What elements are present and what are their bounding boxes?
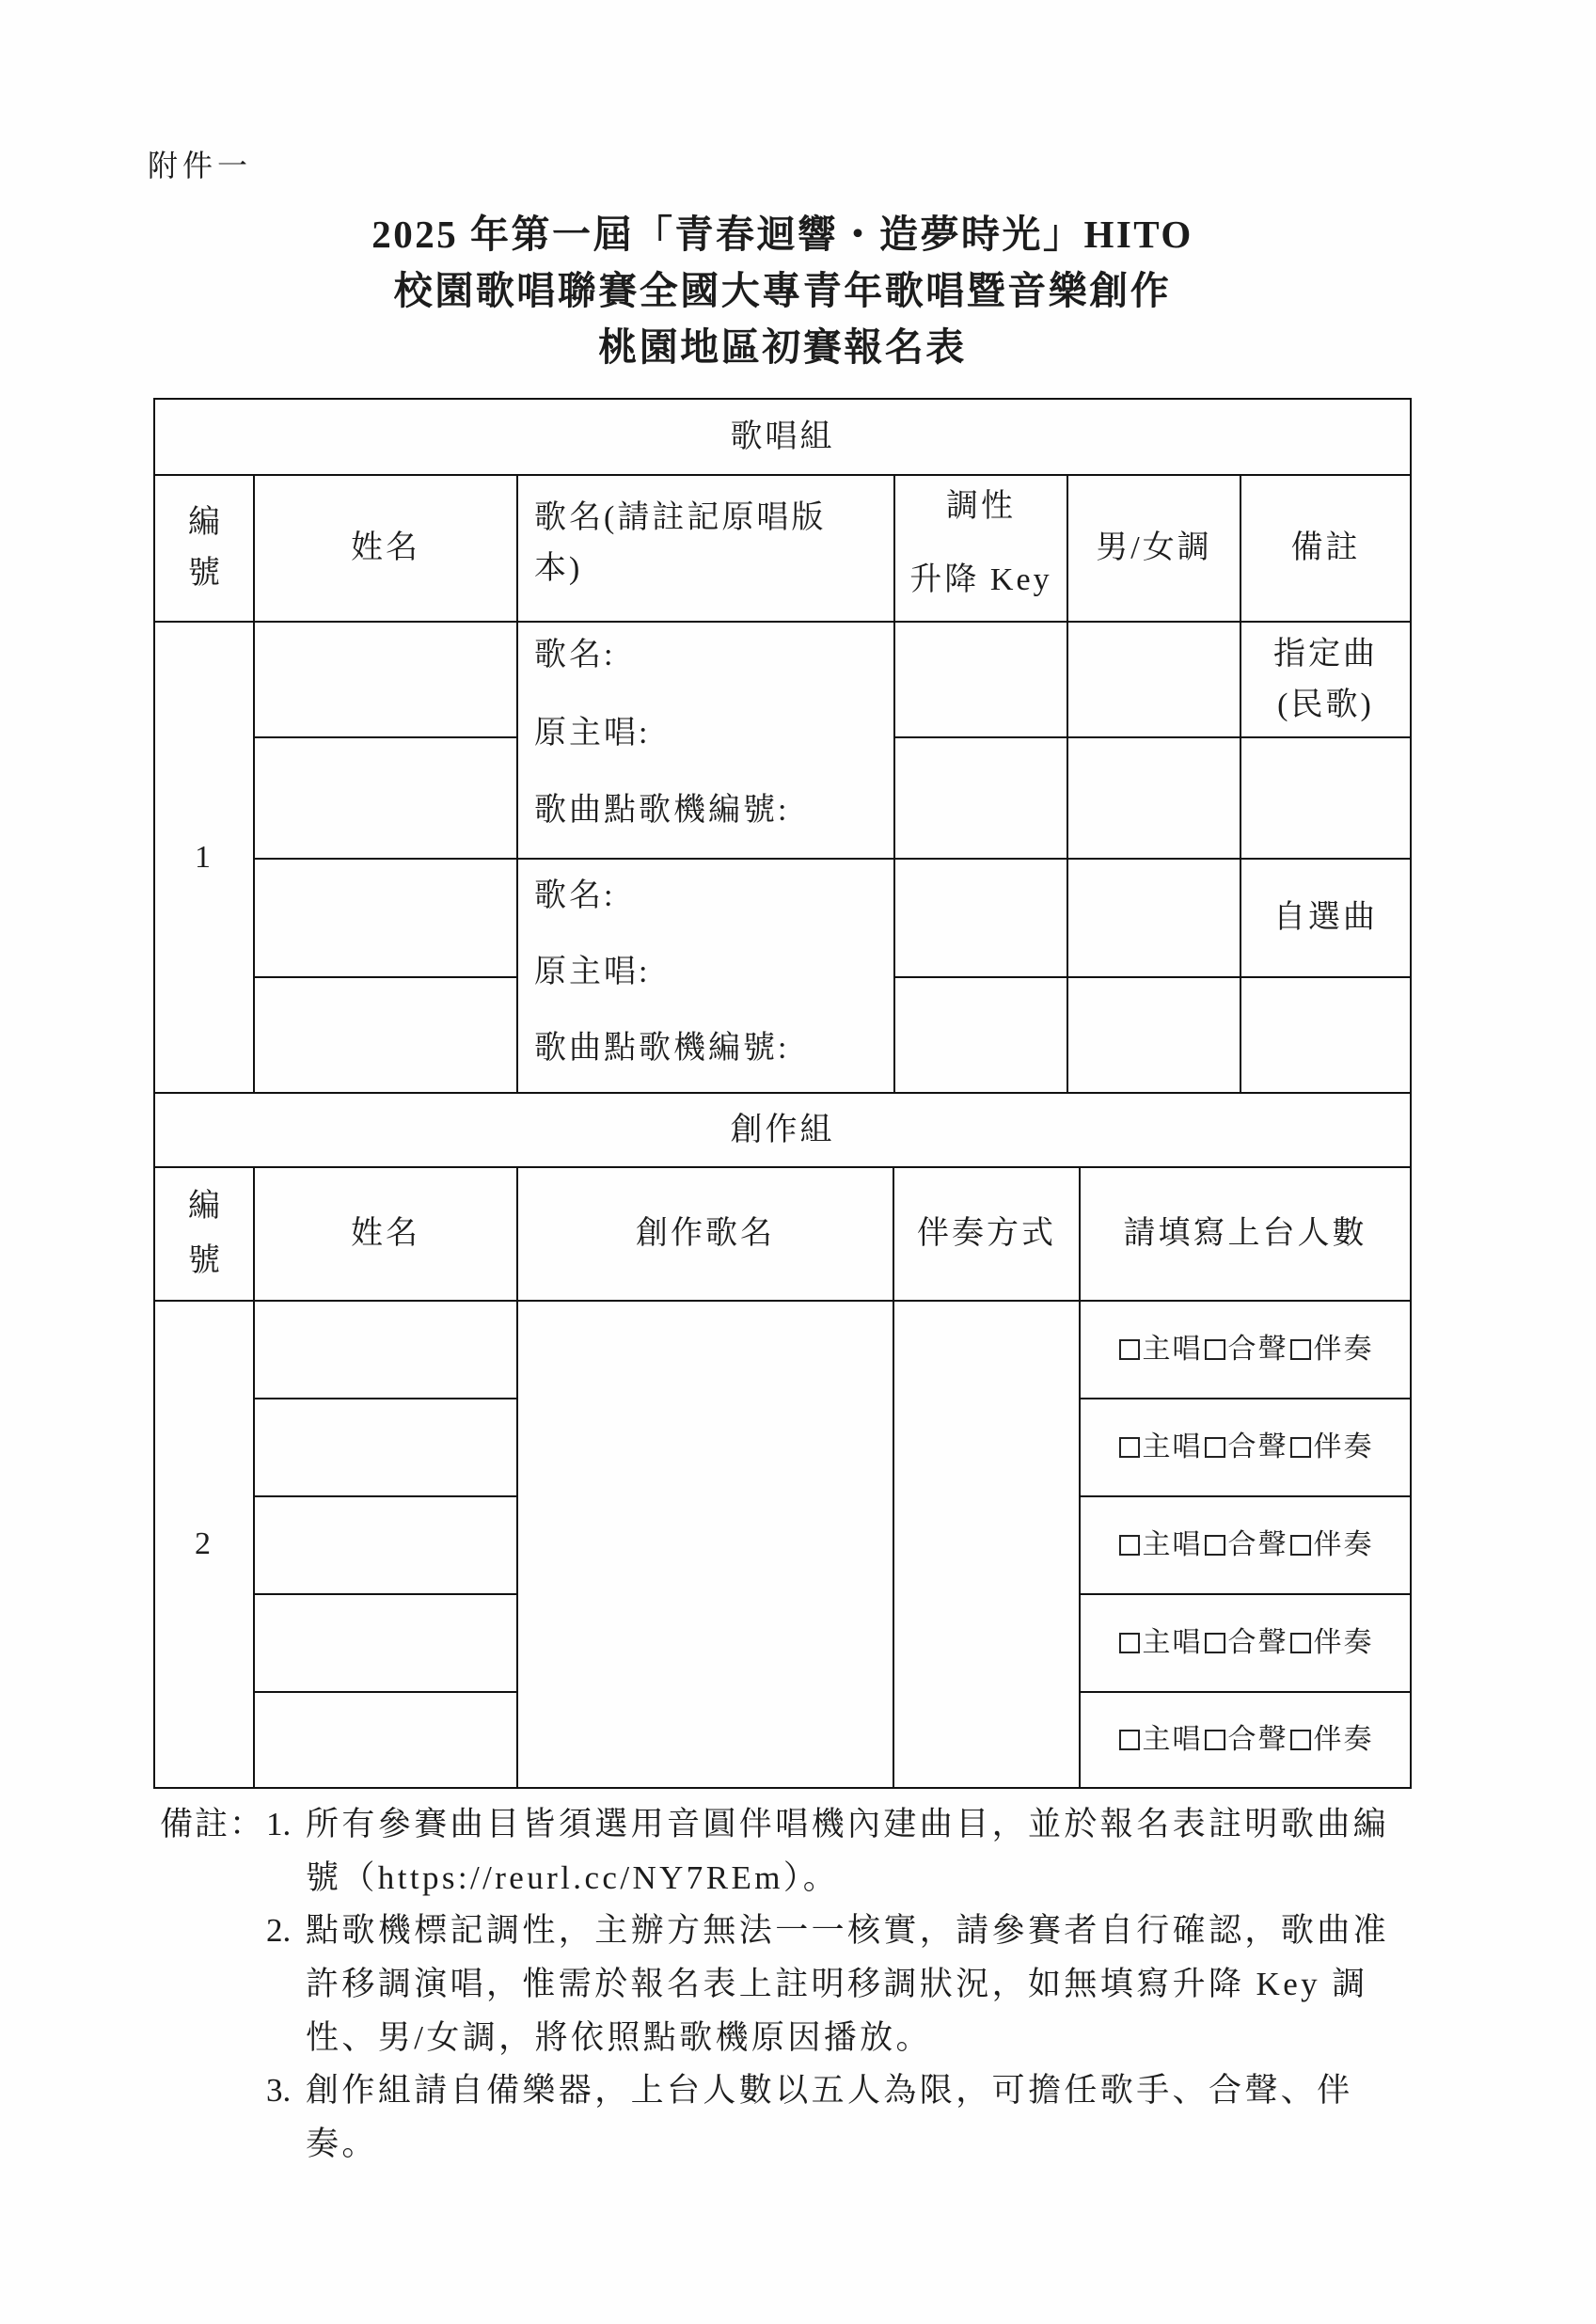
name-cell	[255, 1693, 518, 1789]
gender-key-cell	[1068, 860, 1241, 978]
creation-group-heading: 創作組	[155, 1094, 1412, 1168]
col-header-number-label: 編號	[188, 1189, 220, 1278]
checkbox-label-accompaniment: 伴奏	[1313, 1529, 1374, 1560]
col-header-original-song-title: 創作歌名	[518, 1168, 894, 1302]
title-line-2: 校園歌唱聯賽全國大專青年歌唱暨音樂創作	[393, 269, 1172, 312]
name-cell	[255, 623, 518, 738]
remark-cell	[1241, 738, 1412, 860]
checkbox	[1119, 1535, 1140, 1556]
checkbox-label-harmony: 合聲	[1227, 1627, 1288, 1658]
checkbox-label-harmony: 合聲	[1227, 1334, 1288, 1365]
role-options-row	[1081, 1399, 1412, 1497]
name-cell	[255, 860, 518, 978]
col-header-number	[155, 476, 255, 623]
singing-group-table	[153, 398, 1412, 1094]
note-line: 所有參賽曲目皆須選用音圓伴唱機內建曲目，並於報名表註明歌曲編	[306, 1806, 1390, 1842]
notes-label: 備註：	[160, 1806, 265, 1842]
role-options-row	[1081, 1497, 1412, 1595]
col-header-gender-key: 男/女調	[1068, 476, 1241, 623]
entry-number: 1	[155, 623, 255, 1094]
col-header-name: 姓名	[255, 1168, 518, 1302]
checkbox-label-lead-vocal: 主唱	[1142, 1334, 1203, 1365]
col-header-remarks: 備註	[1241, 476, 1412, 623]
karaoke-code-field-label: 歌曲點歌機編號:	[534, 793, 790, 828]
note-item	[266, 1905, 1442, 2064]
col-header-song-line-1: 歌名(請註記原唱版	[534, 500, 827, 535]
note-line: 號（https://reurl.cc/NY7REm）。	[306, 1858, 840, 1896]
checkbox	[1290, 1339, 1311, 1360]
remark-free-choice-song	[1241, 860, 1412, 978]
col-header-number-label: 編號	[188, 505, 220, 591]
col-header-key	[895, 476, 1068, 623]
note-item	[266, 2064, 1442, 2171]
title-line-3: 桃園地區初賽報名表	[598, 325, 967, 369]
note-line: 點歌機標記調性，主辦方無法一一核實，請參賽者自行確認，歌曲准	[306, 1912, 1390, 1950]
creation-group-table	[153, 1094, 1412, 1789]
checkbox	[1205, 1339, 1225, 1360]
form-title	[153, 206, 1412, 375]
song-info-cell	[518, 860, 895, 1094]
key-cell	[895, 738, 1068, 860]
checkbox	[1290, 1437, 1311, 1458]
remark-line: 自選曲	[1273, 900, 1378, 935]
checkbox	[1290, 1535, 1311, 1556]
entry-number: 2	[155, 1302, 255, 1789]
key-cell	[895, 978, 1068, 1094]
note-line: 創作組請自備樂器，上台人數以五人為限，可擔任歌手、合聲、伴	[306, 2072, 1353, 2110]
col-header-accompaniment: 伴奏方式	[894, 1168, 1081, 1302]
checkbox	[1205, 1730, 1225, 1750]
checkbox-label-accompaniment: 伴奏	[1313, 1724, 1374, 1755]
note-number: 1.	[266, 1806, 292, 1842]
col-header-name: 姓名	[255, 476, 518, 623]
role-options-row	[1081, 1302, 1412, 1399]
remark-cell	[1241, 978, 1412, 1094]
col-header-key-sub: 升降 Key	[909, 562, 1052, 597]
checkbox	[1290, 1633, 1311, 1653]
checkbox	[1119, 1437, 1140, 1458]
note-text	[306, 2064, 1353, 2171]
original-song-title-cell	[518, 1302, 894, 1789]
original-singer-field-label: 原主唱:	[534, 955, 651, 989]
note-number: 2.	[266, 1912, 292, 1950]
checkbox-label-lead-vocal: 主唱	[1142, 1431, 1203, 1462]
checkbox-label-harmony: 合聲	[1227, 1431, 1288, 1462]
col-header-song-line-2: 本)	[534, 551, 583, 586]
original-singer-field-label: 原主唱:	[534, 715, 651, 751]
remark-line: 指定曲	[1273, 636, 1378, 672]
gender-key-cell	[1068, 978, 1241, 1094]
checkbox	[1119, 1633, 1140, 1653]
remark-line: (民歌)	[1277, 687, 1374, 722]
karaoke-code-field-label: 歌曲點歌機編號:	[534, 1031, 790, 1066]
col-header-song	[518, 476, 895, 623]
gender-key-cell	[1068, 738, 1241, 860]
checkbox-label-lead-vocal: 主唱	[1142, 1529, 1203, 1560]
checkbox-label-harmony: 合聲	[1227, 1529, 1288, 1560]
note-number: 3.	[266, 2072, 292, 2110]
checkbox-label-accompaniment: 伴奏	[1313, 1431, 1374, 1462]
name-cell	[255, 738, 518, 860]
name-cell	[255, 1302, 518, 1399]
checkbox	[1205, 1535, 1225, 1556]
note-line: 奏。	[306, 2126, 378, 2163]
song-info-cell	[518, 623, 895, 860]
key-cell	[895, 623, 1068, 738]
song-name-field-label: 歌名:	[534, 878, 616, 913]
checkbox-label-lead-vocal: 主唱	[1142, 1724, 1203, 1755]
note-text	[306, 1798, 1389, 1905]
role-options-row	[1081, 1595, 1412, 1693]
name-cell	[255, 1497, 518, 1595]
singing-group-heading: 歌唱組	[155, 400, 1412, 476]
checkbox	[1119, 1730, 1140, 1750]
checkbox-label-accompaniment: 伴奏	[1313, 1627, 1374, 1658]
checkbox-label-lead-vocal: 主唱	[1142, 1627, 1203, 1658]
checkbox	[1290, 1730, 1311, 1750]
checkbox	[1205, 1437, 1225, 1458]
accompaniment-cell	[894, 1302, 1081, 1789]
song-name-field-label: 歌名:	[534, 638, 616, 672]
checkbox	[1205, 1633, 1225, 1653]
remark-designated-song	[1241, 623, 1412, 738]
gender-key-cell	[1068, 623, 1241, 738]
col-header-key-label: 調性	[946, 489, 1016, 524]
checkbox-label-accompaniment: 伴奏	[1313, 1334, 1374, 1365]
title-line-1: 2025 年第一屆「青春迴響・造夢時光」HITO	[371, 213, 1193, 256]
checkbox-label-harmony: 合聲	[1227, 1724, 1288, 1755]
note-text	[306, 1905, 1389, 2064]
name-cell	[255, 978, 518, 1094]
name-cell	[255, 1399, 518, 1497]
key-cell	[895, 860, 1068, 978]
col-header-number	[155, 1168, 255, 1302]
attachment-label: 附件一	[148, 149, 253, 182]
name-cell	[255, 1595, 518, 1693]
note-item	[266, 1798, 1442, 1905]
role-options-row	[1081, 1693, 1412, 1789]
checkbox	[1119, 1339, 1140, 1360]
col-header-headcount: 請填寫上台人數	[1081, 1168, 1412, 1302]
notes-list	[266, 1798, 1442, 2172]
note-line: 性、男/女調，將依照點歌機原因播放。	[306, 2018, 932, 2056]
note-line: 許移調演唱，惟需於報名表上註明移調狀況，如無填寫升降 Key 調	[306, 1966, 1368, 2003]
